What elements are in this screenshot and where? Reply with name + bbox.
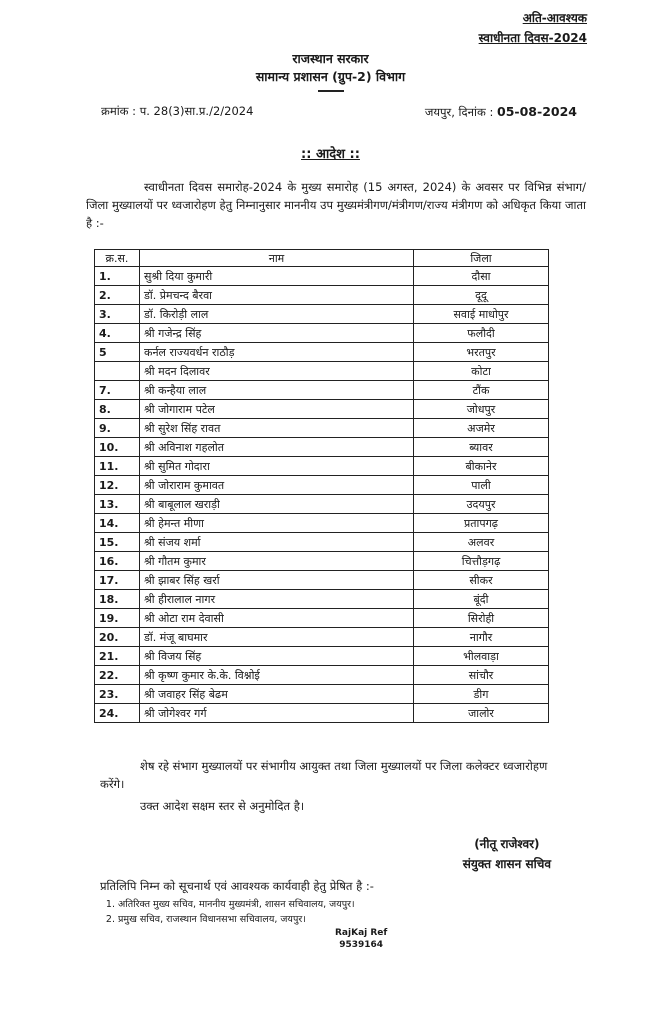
table-row: [95, 571, 549, 590]
table-row: [95, 267, 549, 286]
signature-block: [463, 834, 551, 874]
name-cell: श्री हीरालाल नागर: [140, 590, 414, 609]
table-row: [95, 495, 549, 514]
district-cell: सीकर: [414, 571, 549, 590]
serial-cell: 20.: [95, 628, 140, 647]
serial-cell: 2.: [95, 286, 140, 305]
signatory-name: (नीतू राजेश्वर): [474, 837, 540, 851]
table-row: [95, 305, 549, 324]
name-cell: श्री संजय शर्मा: [140, 533, 414, 552]
name-cell: श्री जोराराम कुमावत: [140, 476, 414, 495]
district-cell: अजमेर: [414, 419, 549, 438]
table-row: [95, 609, 549, 628]
copy-intro: प्रतिलिपि निम्न को सूचनार्थ एवं आवश्यक कार्यवाही हेतु प्रेषित है :-: [100, 879, 374, 893]
urgent-label: अति-आवश्यक: [522, 11, 587, 25]
table-row: [95, 457, 549, 476]
name-cell: कर्नल राज्यवर्धन राठौड़: [140, 343, 414, 362]
rajkaj-label: RajKaj Ref: [335, 928, 388, 938]
table-row: [95, 647, 549, 666]
serial-cell: 5: [95, 343, 140, 362]
serial-cell: [95, 362, 140, 381]
government-name: राजस्थान सरकार: [292, 51, 369, 66]
name-cell: श्री जोगेश्वर गर्ग: [140, 704, 414, 723]
serial-cell: 24.: [95, 704, 140, 723]
district-cell: सवाई माधोपुर: [414, 305, 549, 324]
date-value: 05-08-2024: [497, 104, 577, 119]
serial-cell: 12.: [95, 476, 140, 495]
name-cell: श्री जोगाराम पटेल: [140, 400, 414, 419]
table-row: [95, 685, 549, 704]
order-intro: [86, 178, 586, 232]
district-cell: भीलवाड़ा: [414, 647, 549, 666]
reference-value: प. 28(3)सा.प्र./2/2024: [139, 104, 254, 118]
table-row: [95, 666, 549, 685]
serial-cell: 13.: [95, 495, 140, 514]
name-cell: श्री अविनाश गहलोत: [140, 438, 414, 457]
header-district: जिला: [414, 250, 549, 267]
district-cell: ब्यावर: [414, 438, 549, 457]
closing-text: [100, 757, 570, 819]
district-cell: डीग: [414, 685, 549, 704]
district-cell: चित्तौड़गढ़: [414, 552, 549, 571]
name-cell: श्री गजेन्द्र सिंह: [140, 324, 414, 343]
table-row: [95, 362, 549, 381]
serial-cell: 11.: [95, 457, 140, 476]
intro-paragraph: स्वाधीनता दिवस समारोह-2024 के मुख्य समारोह (15 अगस्त, 2024) के अवसर पर विभिन्न संभाग/जिला मुख्यालयों पर ध्वजारोहण हेतु निम्नानुसार माननीय उप मुख्यमंत्रीगण/मंत्रीगण/राज्य मंत्रीगण को अधिकृत किया जाता है :-: [86, 180, 586, 230]
table-row: [95, 476, 549, 495]
district-cell: प्रतापगढ़: [414, 514, 549, 533]
letterhead: [0, 50, 661, 92]
district-cell: पाली: [414, 476, 549, 495]
serial-cell: 7.: [95, 381, 140, 400]
name-cell: डॉ. मंजू बाघमार: [140, 628, 414, 647]
reference-number: [101, 104, 253, 119]
serial-cell: 9.: [95, 419, 140, 438]
table-row: [95, 628, 549, 647]
table-row: [95, 343, 549, 362]
serial-cell: 1.: [95, 267, 140, 286]
name-cell: श्री ओटा राम देवासी: [140, 609, 414, 628]
name-cell: डॉ. प्रेमचन्द बैरवा: [140, 286, 414, 305]
name-cell: श्री सुरेश सिंह रावत: [140, 419, 414, 438]
serial-cell: 14.: [95, 514, 140, 533]
district-cell: नागौर: [414, 628, 549, 647]
rajkaj-reference: [335, 927, 387, 951]
table-row: [95, 514, 549, 533]
order-date: [425, 104, 577, 120]
independence-day-label: स्वाधीनता दिवस-2024: [478, 31, 587, 45]
name-cell: श्री कन्हैया लाल: [140, 381, 414, 400]
table-row: [95, 552, 549, 571]
table-row: [95, 381, 549, 400]
header-serial: क्र.स.: [95, 250, 140, 267]
serial-cell: 19.: [95, 609, 140, 628]
district-cell: जोधपुर: [414, 400, 549, 419]
district-cell: दूदू: [414, 286, 549, 305]
copy-to-section: [100, 877, 560, 927]
urgency-note: [479, 8, 587, 48]
serial-cell: 15.: [95, 533, 140, 552]
reference-label: क्रमांक :: [101, 104, 137, 118]
table-row: [95, 286, 549, 305]
table-row: [95, 704, 549, 723]
header-name: नाम: [140, 250, 414, 267]
district-cell: अलवर: [414, 533, 549, 552]
name-cell: श्री गौतम कुमार: [140, 552, 414, 571]
date-label: जयपुर, दिनांक :: [424, 105, 494, 119]
serial-cell: 4.: [95, 324, 140, 343]
copy-item: 1. अतिरिक्त मुख्य सचिव, माननीय मुख्यमंत्री, शासन सचिवालय, जयपुर।: [118, 897, 560, 912]
header-divider: [318, 90, 344, 92]
name-cell: श्री बाबूलाल खराड़ी: [140, 495, 414, 514]
name-cell: श्री हेमन्त मीणा: [140, 514, 414, 533]
serial-cell: 18.: [95, 590, 140, 609]
serial-cell: 23.: [95, 685, 140, 704]
approval-note: उक्त आदेश सक्षम स्तर से अनुमोदित है।: [140, 799, 305, 813]
serial-cell: 8.: [95, 400, 140, 419]
serial-cell: 10.: [95, 438, 140, 457]
copy-list: [100, 897, 560, 927]
name-cell: श्री विजय सिंह: [140, 647, 414, 666]
table-row: [95, 400, 549, 419]
district-cell: बूंदी: [414, 590, 549, 609]
order-title: :: आदेश ::: [301, 147, 360, 162]
district-cell: फलौदी: [414, 324, 549, 343]
name-cell: श्री कृष्ण कुमार के.के. विश्नोई: [140, 666, 414, 685]
name-cell: श्री मदन दिलावर: [140, 362, 414, 381]
district-cell: उदयपुर: [414, 495, 549, 514]
serial-cell: 3.: [95, 305, 140, 324]
rajkaj-number: 9539164: [339, 940, 384, 950]
closing-paragraph: शेष रहे संभाग मुख्यालयों पर संभागीय आयुक्त तथा जिला मुख्यालयों पर जिला कलेक्टर ध्वजारोहण करेंगे।: [100, 759, 548, 791]
district-cell: सांचौर: [414, 666, 549, 685]
flag-hoisting-table: [94, 249, 549, 723]
table-header-row: [95, 250, 549, 267]
table-row: [95, 438, 549, 457]
serial-cell: 22.: [95, 666, 140, 685]
table-row: [95, 590, 549, 609]
name-cell: डॉ. किरोड़ी लाल: [140, 305, 414, 324]
district-cell: भरतपुर: [414, 343, 549, 362]
copy-item: 2. प्रमुख सचिव, राजस्थान विधानसभा सचिवालय, जयपुर।: [118, 912, 560, 927]
district-cell: जालोर: [414, 704, 549, 723]
department-name: सामान्य प्रशासन (ग्रुप-2) विभाग: [255, 69, 406, 84]
district-cell: टौंक: [414, 381, 549, 400]
district-cell: दौसा: [414, 267, 549, 286]
table-row: [95, 419, 549, 438]
serial-cell: 16.: [95, 552, 140, 571]
name-cell: सुश्री दिया कुमारी: [140, 267, 414, 286]
name-cell: श्री सुमित गोदारा: [140, 457, 414, 476]
district-cell: सिरोही: [414, 609, 549, 628]
name-cell: श्री जवाहर सिंह बेढम: [140, 685, 414, 704]
name-cell: श्री झाबर सिंह खर्रा: [140, 571, 414, 590]
district-cell: कोटा: [414, 362, 549, 381]
signatory-designation: संयुक्त शासन सचिव: [462, 857, 551, 871]
serial-cell: 17.: [95, 571, 140, 590]
serial-cell: 21.: [95, 647, 140, 666]
table-row: [95, 324, 549, 343]
table-row: [95, 533, 549, 552]
district-cell: बीकानेर: [414, 457, 549, 476]
